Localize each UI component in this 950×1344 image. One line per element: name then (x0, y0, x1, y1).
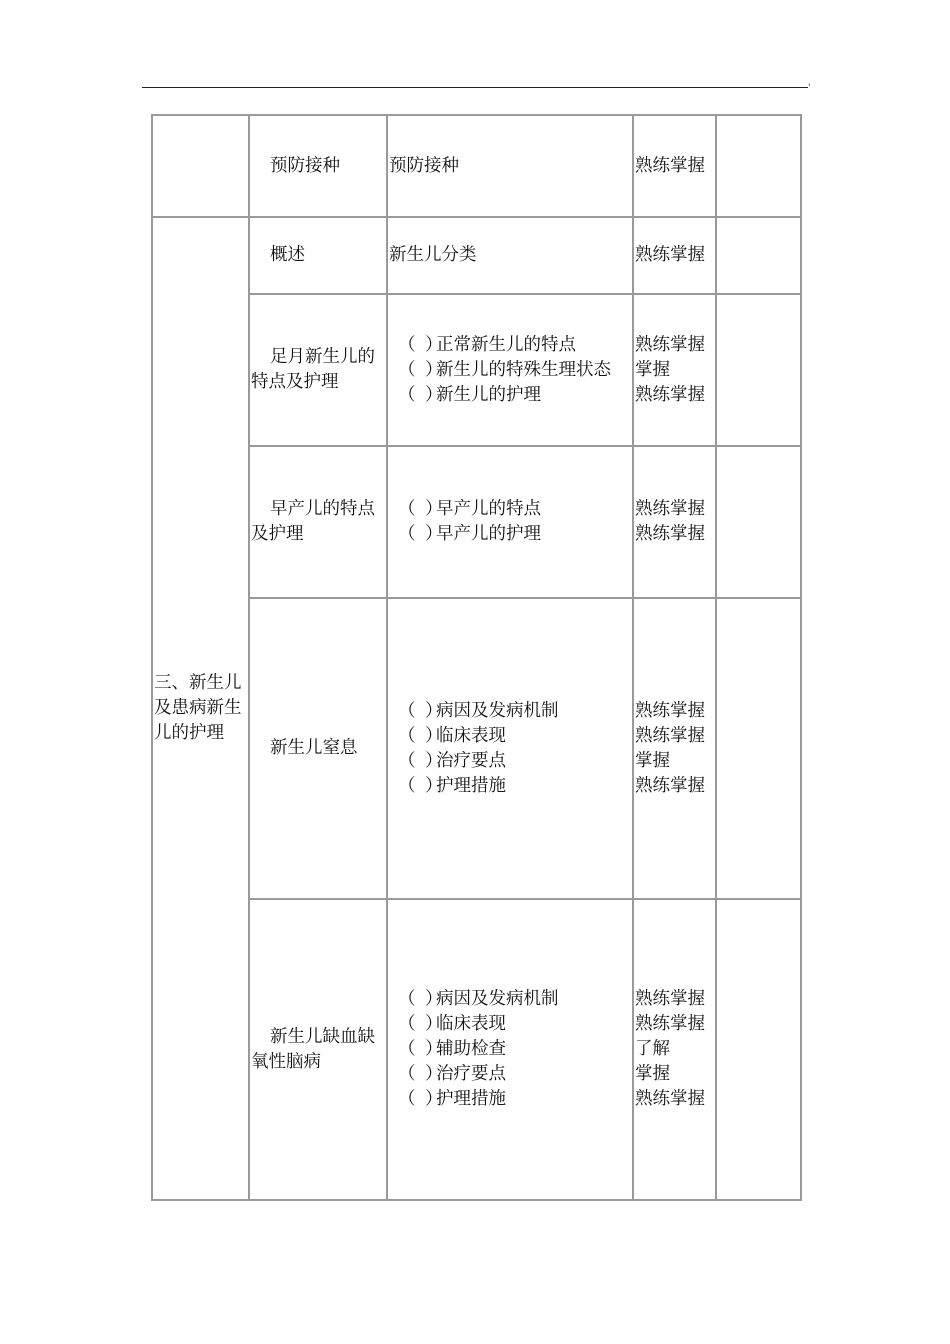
item-line (389, 497, 632, 522)
paren-marker: （ ） (398, 700, 445, 721)
level-text: 熟练掌握 (635, 700, 705, 721)
item-text: 临床表现 (436, 1014, 506, 1034)
topic-label: 足月新生儿的特点及护理 (251, 347, 375, 392)
paren-marker: （ ） (398, 499, 445, 519)
syllabus-table (151, 114, 802, 1201)
item-text: 预防接种 (389, 155, 459, 176)
level-text: 掌握 (635, 1064, 670, 1084)
paren-marker: （ ） (398, 1089, 445, 1109)
topic-cell (250, 295, 388, 447)
paren-marker: （ ） (398, 1014, 445, 1034)
topic-cell (250, 447, 388, 599)
topic-cell (250, 599, 388, 900)
item-line (389, 1087, 632, 1112)
level-text: 熟练掌握 (635, 245, 705, 265)
paren-marker: （ ） (398, 334, 445, 355)
item-text: 早产儿的护理 (436, 524, 541, 544)
paren-marker: （ ） (398, 725, 445, 746)
item-text: 新生儿的特殊生理状态 (436, 359, 611, 380)
level-text: 熟练掌握 (635, 499, 705, 519)
item-line (389, 749, 632, 774)
paren-marker: （ ） (398, 775, 445, 796)
item-line (389, 774, 632, 799)
notes-cell (717, 599, 802, 900)
table-row (153, 447, 802, 599)
item-text: 护理措施 (436, 775, 506, 796)
levels-cell (634, 900, 717, 1201)
paren-marker: （ ） (398, 384, 445, 405)
item-text: 病因及发病机制 (436, 700, 559, 721)
level-text: 熟练掌握 (635, 775, 705, 796)
levels-cell (634, 116, 717, 218)
item-line (389, 522, 632, 547)
levels-cell (634, 447, 717, 599)
item-text: 新生儿分类 (389, 245, 477, 265)
table-row (153, 218, 802, 295)
levels-cell (634, 218, 717, 295)
item-text: 治疗要点 (436, 1064, 506, 1084)
item-line (389, 1012, 632, 1037)
item-text: 早产儿的特点 (436, 499, 541, 519)
item-line (389, 243, 632, 268)
paren-marker: （ ） (398, 989, 445, 1009)
item-line (389, 383, 632, 408)
item-text: 新生儿的护理 (436, 384, 541, 405)
topic-cell (250, 116, 388, 218)
level-text: 熟练掌握 (635, 989, 705, 1009)
item-line (389, 987, 632, 1012)
levels-cell (634, 295, 717, 447)
notes-cell (717, 218, 802, 295)
item-text: 护理措施 (436, 1089, 506, 1109)
table-row (153, 116, 802, 218)
paren-marker: （ ） (398, 524, 445, 544)
level-text: 了解 (635, 1039, 670, 1059)
item-text: 临床表现 (436, 725, 506, 746)
item-text: 治疗要点 (436, 750, 506, 771)
item-line (389, 333, 632, 358)
level-text: 掌握 (635, 359, 670, 380)
paren-marker: （ ） (398, 1064, 445, 1084)
table-row (153, 599, 802, 900)
item-line (389, 1062, 632, 1087)
paren-marker: （ ） (398, 750, 445, 771)
level-text: 熟练掌握 (635, 155, 705, 176)
topic-label: 预防接种 (270, 155, 340, 176)
level-text: 掌握 (635, 750, 670, 771)
level-text: 熟练掌握 (635, 725, 705, 746)
table-row (153, 295, 802, 447)
level-text: 熟练掌握 (635, 1089, 705, 1109)
topic-label: 概述 (270, 245, 305, 265)
items-cell (388, 218, 634, 295)
item-text: 正常新生儿的特点 (436, 334, 576, 355)
item-line (389, 1037, 632, 1062)
topic-cell (250, 900, 388, 1201)
unit-cell (153, 218, 250, 1201)
topic-label: 新生儿缺血缺氧性脑病 (251, 1026, 375, 1072)
level-text: 熟练掌握 (635, 1014, 705, 1034)
items-cell (388, 447, 634, 599)
paren-marker: （ ） (398, 359, 445, 380)
level-text: 熟练掌握 (635, 384, 705, 405)
item-line (389, 154, 632, 179)
notes-cell (717, 295, 802, 447)
notes-cell (717, 900, 802, 1201)
unit-title: 三、新生儿及患病新生儿的护理 (154, 673, 242, 743)
notes-cell (717, 447, 802, 599)
item-text: 病因及发病机制 (436, 989, 559, 1009)
notes-cell (717, 116, 802, 218)
table-row (153, 900, 802, 1201)
items-cell (388, 599, 634, 900)
item-text: 辅助检查 (436, 1039, 506, 1059)
topic-cell (250, 218, 388, 295)
items-cell (388, 116, 634, 218)
unit-cell-empty (153, 116, 250, 218)
item-line (389, 699, 632, 724)
items-cell (388, 900, 634, 1201)
header-rule (142, 87, 808, 88)
item-line (389, 358, 632, 383)
item-line (389, 724, 632, 749)
paren-marker: （ ） (398, 1039, 445, 1059)
levels-cell (634, 599, 717, 900)
level-text: 熟练掌握 (635, 524, 705, 544)
level-text: 熟练掌握 (635, 334, 705, 355)
topic-label: 新生儿窒息 (270, 738, 358, 758)
header-mark: ' (808, 83, 811, 93)
topic-label: 早产儿的特点及护理 (251, 499, 375, 544)
items-cell (388, 295, 634, 447)
